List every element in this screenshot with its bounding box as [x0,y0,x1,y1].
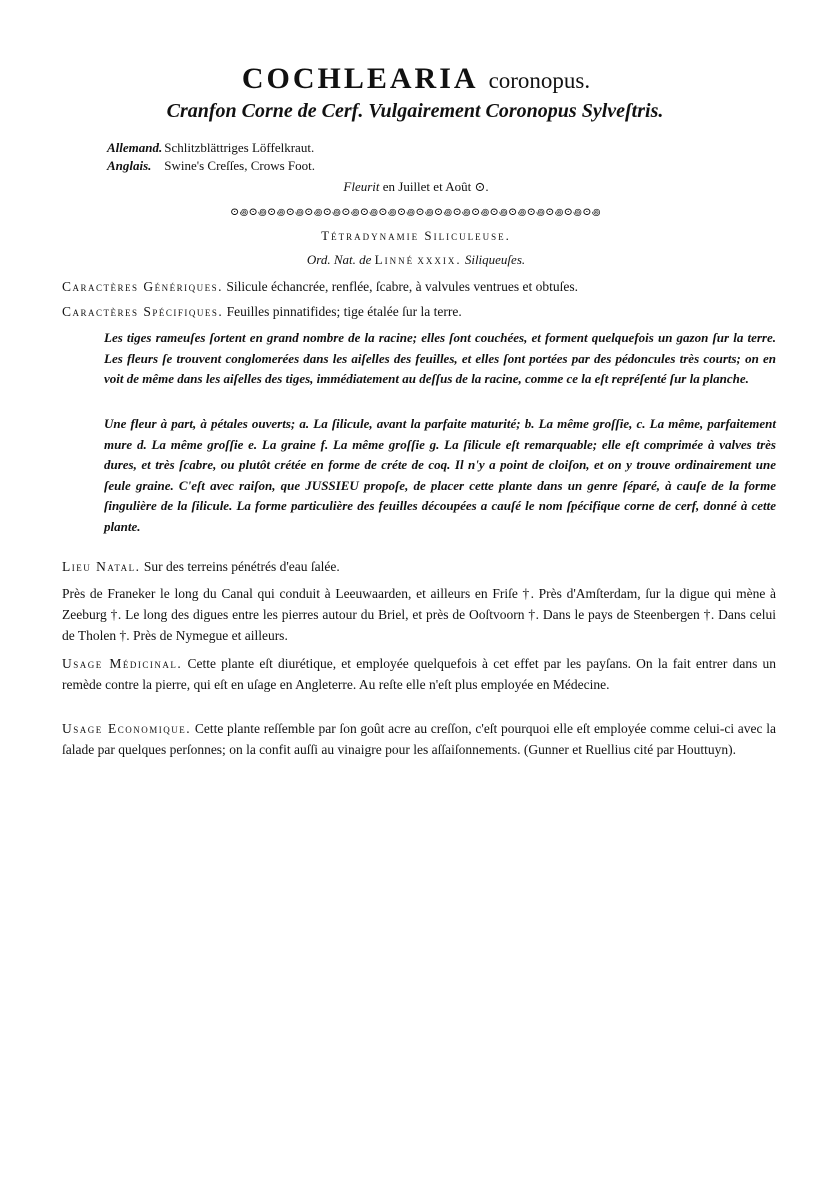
generic-text: Silicule échancrée, renflée, ſcabre, à valvules ventrues et obtuſes. [226,279,578,294]
native-habitat [62,556,752,577]
economic-text: Cette plante reſſemble par ſon goût acre au creſſon, c'eſt pourquoi elle eſt employée comme celui-ci avec la ſalade par quelques perſonnes; on la confit auſſi au vinaigre pour les aſſaiſonnements. (Gunner et Ruellius cité par Houttuyn). [62,721,777,757]
localities: Près de Franeker le long du Canal qui conduit à Leeuwaarden, et ailleurs en Friſe †. Près d'Amſterdam, ſur la digue qui mène à Zeeburg †. Le long des digues entre les pierres autour du Briel, et près de Ooſtvoorn †. Dans le pays de Steenbergen †. Dans celui de Tholen †. Près de Nymegue et ailleurs. [62,586,776,643]
generic-label: Caractères Génériques. [62,279,224,294]
genus-title: COCHLEARIA [241,62,479,95]
language-label: Allemand. [107,140,163,155]
generic-characters [62,276,752,297]
classification: Tétradynamie Siliculeuse. [321,228,511,243]
economic-label: Usage Economique. [62,721,192,736]
vernacular-name: Schlitzblättriges Löffelkraut. [164,140,315,155]
natural-order [0,252,832,268]
plate-notes: Une fleur à part, à pétales ouverts; a. La ſilicule, avant la parfaite maturité; b. La même groſſie, c. La même, parfaitement mure d. La même groſſie e. La graine f. La même groſſie g. La ſilicule eſt remarquable; elle eſt comprimée à valves très dures, et très ſcabre, ou plutôt crétée en forme de créte de coq. Il n'y a point de cloiſon, et on y trouve ordinairement une ſeule graine. C'eſt avec raiſon, que JUSSIEU propoſe, de placer cette plante dans un genre ſéparé, à cauſe de la forme ſingulière de la ſilicule. La forme particulière des feuilles découpées a cauſé le nom ſpécifique corne de cerf, donné à cette plante. [104,416,776,534]
flowering-label: Fleurit [343,179,380,194]
specific-label: Caractères Spécifiques. [62,304,224,319]
specific-characters [62,301,752,322]
german-name-row [107,140,314,156]
plant-description: Les tiges rameuſes ſortent en grand nombre de la racine; elles ſont couchées, et forment quelquefois un gazon ſur la terre. Les fleurs ſe trouvent conglomerées dans les aiſelles des feuilles, et elles ſont portées par des pédoncules très courts; on en voit de même dans les aiſelles des tiges, immédiatement au deſſus de la racine, comme ce la eſt repréſenté ſur la planche. [104,330,776,386]
language-label: Anglais. [107,158,152,173]
flowering-line [0,179,832,195]
flowering-text: en Juillet et Août ⊙. [382,179,489,194]
title-line [0,62,832,96]
order-group: Siliqueuſes. [464,252,526,267]
order-number: xxxix. [417,252,462,267]
order-prefix: Ord. Nat. de [306,252,372,267]
habitat-label: Lieu Natal. [62,559,141,574]
ornament-divider: ⵙ꩜ⵙ꩜ⵙ꩜ⵙ꩜ⵙ꩜ⵙ꩜ⵙ꩜ⵙ꩜ⵙ꩜ⵙ꩜ⵙ꩜ⵙ꩜ⵙ꩜ⵙ꩜ⵙ꩜ⵙ꩜ⵙ꩜ⵙ꩜ⵙ꩜ⵙ꩜ [230,207,602,217]
medicinal-use [62,653,776,695]
common-name-subtitle: Cranfon Corne de Cerf. Vulgairement Coronopus Sylveſtris. [166,100,664,122]
vernacular-name: Swine's Creſſes, Crows Foot. [164,158,316,173]
medicinal-label: Usage Médicinal. [62,656,183,671]
medicinal-text: Cette plante eſt diurétique, et employée quelquefois à cet effet par les payſans. On la fait entrer dans un remède contre la pierre, qui eſt en uſage en Angleterre. Au reſte elle n'eſt plus employée en Médecine. [62,656,777,692]
english-name-row [107,158,315,174]
habitat-text: Sur des terreins pénétrés d'eau ſalée. [143,559,340,574]
economic-use [62,718,776,760]
specific-text: Feuilles pinnatifides; tige étalée ſur la terre. [226,304,462,319]
species-title: coronopus. [488,68,591,93]
order-author: Linné [374,252,415,267]
